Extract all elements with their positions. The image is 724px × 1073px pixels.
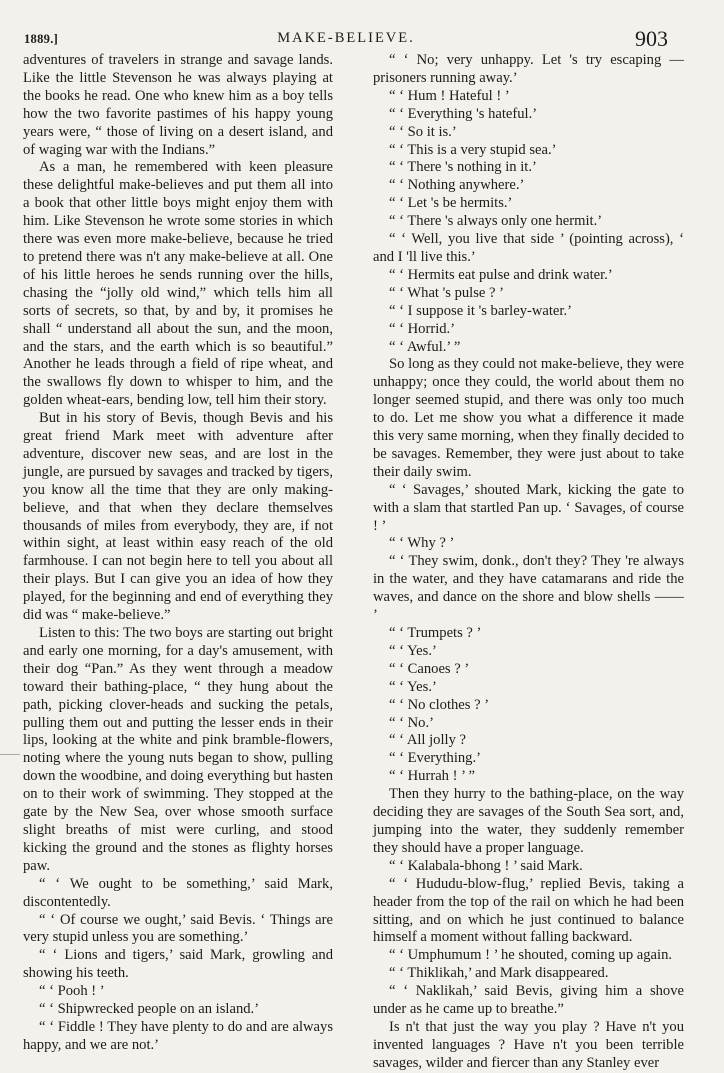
paragraph: As a man, he remembered with keen pleasure these delightful make-believes and put them all into a book that other little boys might enjoy them with him. Like Stevenson he wrote some stories in which there was even more make-believe, because he tried to pretend there was n't any make-believe at all. One of his little heroes he sends running over the hills, chasing the “jolly old wind,” which tells him all sorts of secrets, so that, by and by, it promises he shall “ understand all about the sun, and the moon, and the stars, and the earth which is so beautiful.” Another he leads through a field of ripe wheat, and the swallows fly down to whisper to him, and the golden wheat-ears, bending low, tell him their story. (23, 159, 333, 409)
paragraph: “ ‘ Let 's be hermits.’ (389, 195, 513, 212)
page-number: 903 (635, 26, 668, 51)
header-title: MAKE-BELIEVE. (277, 30, 415, 46)
paragraph: “ ‘ No; very unhappy. Let 's try escaping — prisoners running away.’ (373, 52, 684, 86)
paragraph: “ ‘ Canoes ? ’ (389, 660, 470, 677)
paragraph: “ ‘ Hurrah ! ’ ” (389, 768, 476, 785)
paragraph: “ ‘ All jolly ? (389, 732, 467, 749)
paragraph: “ ‘ Hududu-blow-flug,’ replied Bevis, taking a header from the top of the rail on which he had been sitting, and on which he just continued to balance himself a moment without falling backward. (373, 875, 684, 946)
paragraph: “ ‘ We ought to be something,’ said Mark, discontentedly. (23, 875, 333, 910)
left-column (23, 52, 333, 1053)
paragraph: “ ‘ I suppose it 's barley-water.’ (389, 302, 572, 319)
paragraph: “ ‘ Hermits eat pulse and drink water.’ (389, 266, 613, 283)
paragraph: “ ‘ Nothing anywhere.’ (389, 177, 525, 194)
paragraph: “ ‘ Thiklikah,’ and Mark disappeared. (389, 965, 609, 982)
paragraph: “ ‘ Shipwrecked people on an island.’ (39, 1001, 260, 1018)
paragraph: “ ‘ What 's pulse ? ’ (389, 284, 505, 301)
paragraph: “ ‘ They swim, donk., don't they? They 're always in the water, and they have catamarans and ride the waves, and dance on the shore and blow shells —— ’ (373, 553, 684, 624)
paragraph: “ ‘ Everything 's hateful.’ (389, 105, 538, 122)
header-year: 1889.] (24, 32, 59, 46)
paragraph: “ ‘ Fiddle ! They have plenty to do and are always happy, and we are not.’ (23, 1018, 333, 1053)
paragraph: Listen to this: The two boys are starting out bright and early one morning, for a day's amusement, with their dog “Pan.” As they went through a meadow toward their bathing-place, “ they hung about the path, picking clover-heads and sucking the petals, pulling them out and putting the lesser ends in their lips, looking at the white and pink bramble-flowers, noting where the young nuts began to show, pulling down the woodbine, and doing everything but hasten on to their work of swimming. They stopped at the gate by the New Sea, over whose smooth surface slight breaths of mist were curling, and stood kicking the ground and the stones as flighty horses paw. (23, 625, 333, 874)
paragraph: Then they hurry to the bathing-place, on the way deciding they are savages of the South Sea sort, and, jumping into the water, they suddenly remember they should have a proper language. (373, 786, 684, 856)
paragraph: “ ‘ There 's nothing in it.’ (389, 159, 537, 176)
paragraph: Is n't that just the way you play ? Have n't you invented languages ? Have n't you been terrible savages, wilder and fiercer than any Stanley ever (373, 1018, 684, 1071)
paragraph: So long as they could not make-believe, they were unhappy; once they could, the world about them no longer seemed stupid, and there was only too much to do. Let me show you what a difference it made this very same morning, when they finally decided to be savages. Remember, they were just about to take their daily swim. (373, 356, 684, 480)
paragraph: “ ‘ Yes.’ (389, 642, 437, 659)
paragraph: “ ‘ So it is.’ (389, 123, 457, 140)
paragraph: “ ‘ This is a very stupid sea.’ (389, 141, 557, 158)
paragraph: “ ‘ There 's always only one hermit.’ (389, 213, 603, 230)
paragraph: “ ‘ Pooh ! ’ (39, 983, 105, 1000)
paragraph: “ ‘ Savages,’ shouted Mark, kicking the gate to with a slam that startled Pan up. ‘ Savages, of course ! ’ (373, 481, 684, 534)
paragraph: “ ‘ Kalabala-bhong ! ’ said Mark. (389, 857, 583, 874)
paragraph: “ ‘ No clothes ? ’ (389, 696, 490, 713)
paragraph: “ ‘ Yes.’ (389, 678, 437, 695)
paragraph: “ ‘ Everything.’ (389, 750, 481, 767)
margin-mark (0, 754, 20, 755)
paragraph: “ ‘ Hum ! Hateful ! ’ (389, 87, 510, 104)
paragraph: “ ‘ Why ? ’ (389, 535, 455, 552)
paragraph: “ ‘ Awful.’ ” (389, 338, 461, 355)
paragraph: “ ‘ Naklikah,’ said Bevis, giving him a shove under as he came up to breathe.” (373, 983, 684, 1018)
paragraph: “ ‘ Umphumum ! ’ he shouted, coming up again. (389, 947, 673, 964)
paragraph: “ ‘ Lions and tigers,’ said Mark, growling and showing his teeth. (23, 947, 333, 982)
paragraph: “ ‘ Horrid.’ (389, 320, 456, 337)
paragraph: But in his story of Bevis, though Bevis and his great friend Mark meet with adventure after adventure, discover new seas, and are lost in the jungle, are pursued by savages and tracked by tigers, you know all the time that they are only making-believe, and that when they declare themselves thousands of miles from everybody, they are, if not within sight, at least within easy reach of the old farmhouse. I can not begin here to tell you about all their plays. But I can give you an idea of how they played, for the beginning and end of everything they did was “ make-believe.” (23, 410, 333, 624)
paragraph: “ ‘ Of course we ought,’ said Bevis. ‘ Things are very stupid unless you are something.’ (23, 911, 333, 946)
paragraph: “ ‘ No.’ (389, 714, 434, 731)
paragraph: “ ‘ Well, you live that side ’ (pointing across), ‘ and I 'll live this.’ (373, 231, 684, 265)
right-column (373, 52, 684, 1071)
paragraph: “ ‘ Trumpets ? ’ (389, 625, 482, 641)
paragraph: adventures of travelers in strange and savage lands. Like the little Stevenson he was always playing at the books he read. One who knew him as a boy tells how the two favorite pastimes of his happy young years were, “ those of living on a desert island, and of waging war with the Indians.” (23, 52, 333, 158)
